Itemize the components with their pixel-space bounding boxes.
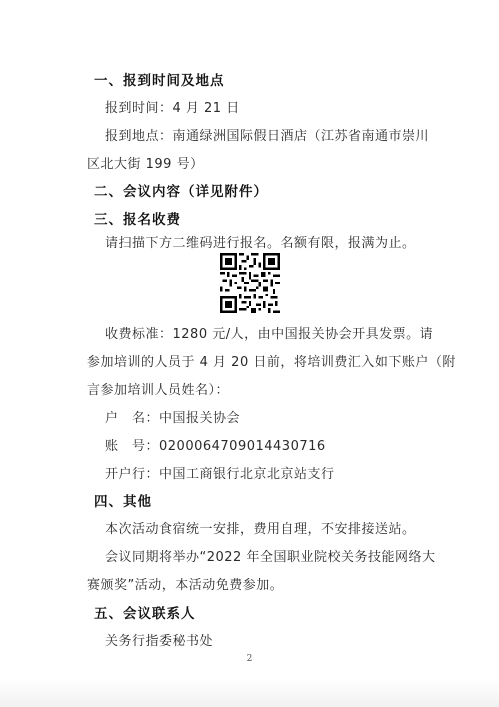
- section-heading-contact: 五、会议联系人: [94, 606, 196, 622]
- registration-place-line-2: 区北大街 199 号）: [87, 157, 204, 172]
- page-number: 2: [246, 654, 253, 664]
- registration-time: 报到时间：4 月 21 日: [105, 101, 240, 116]
- other-award-line-2: 赛颁奖”活动，本活动免费参加。: [87, 578, 284, 593]
- registration-place-line-1: 报到地点：南通绿洲国际假日酒店（江苏省南通市崇川: [105, 129, 430, 144]
- account-number: 账 号：0200064709014430716: [105, 439, 326, 454]
- section-heading-other: 四、其他: [94, 494, 152, 510]
- scan-shadow: [0, 679, 499, 707]
- account-bank: 开户行：中国工商银行北京北京站支行: [105, 467, 335, 482]
- other-award-line-1: 会议同期将举办“2022 年全国职业院校关务技能网络大: [105, 550, 436, 565]
- fee-standard-line-3: 言参加培训人员姓名）：: [87, 383, 230, 398]
- scan-instruction: 请扫描下方二维码进行报名。名额有限，报满为止。: [105, 236, 416, 251]
- fee-standard-line-2: 参加培训的人员于 4 月 20 日前，将培训费汇入如下账户（附: [87, 355, 456, 370]
- contact-office: 关务行指委秘书处: [105, 634, 214, 649]
- section-heading-content: 二、会议内容（详见附件）: [94, 184, 268, 200]
- qr-code[interactable]: [220, 253, 280, 313]
- section-heading-registration: 一、报到时间及地点: [94, 73, 225, 89]
- other-accommodation: 本次活动食宿统一安排，费用自理，不安排接送站。: [105, 522, 416, 537]
- section-heading-fees: 三、报名收费: [94, 212, 181, 228]
- fee-standard-line-1: 收费标准：1280 元/人，由中国报关协会开具发票。请: [105, 327, 434, 342]
- account-name: 户 名：中国报关协会: [105, 411, 241, 426]
